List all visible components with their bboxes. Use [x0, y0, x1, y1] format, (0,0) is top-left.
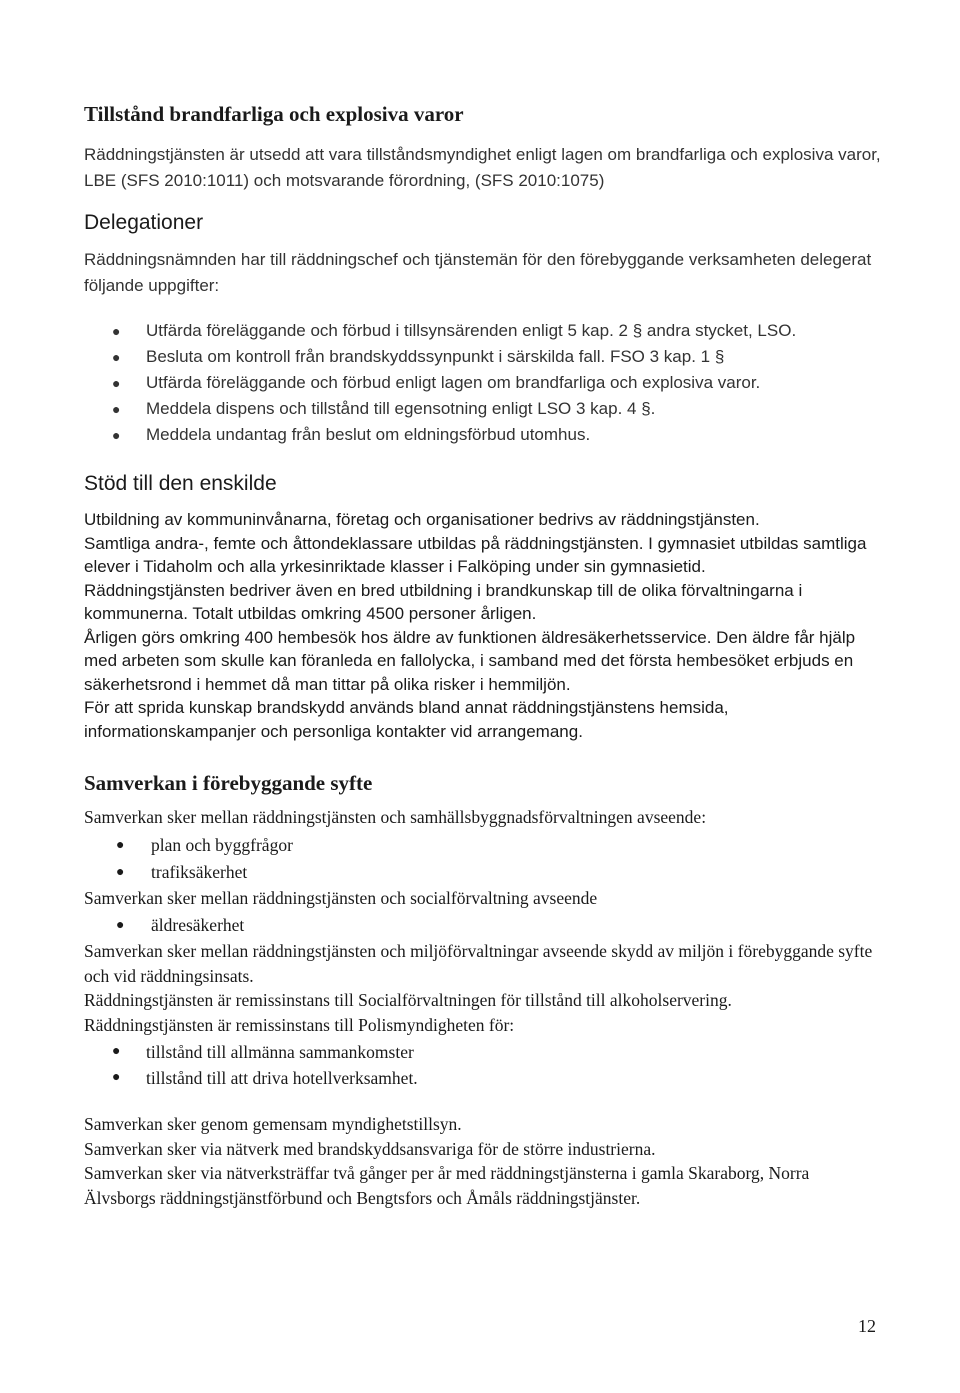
list-item: ● Utfärda föreläggande och förbud i tillsynsärenden enligt 5 kap. 2 § andra stycket, LSO.	[84, 318, 884, 344]
list-item: ● tillstånd till allmänna sammankomster	[84, 1039, 884, 1065]
heading-stod: Stöd till den enskilde	[84, 472, 277, 495]
samverkan-body	[84, 805, 884, 1210]
bullet-icon: ●	[112, 1044, 121, 1059]
bullet-icon: ●	[116, 837, 125, 853]
samverkan-list-2	[84, 912, 884, 939]
bullet-icon: ●	[112, 349, 121, 365]
list-item: ● Besluta om kontroll från brandskyddssynpunkt i särskilda fall. FSO 3 kap. 1 §	[84, 344, 884, 370]
bullet-icon: ●	[112, 1070, 121, 1085]
list-item: ● Meddela undantag från beslut om eldningsförbud utomhus.	[84, 422, 884, 448]
list-item: ● äldresäkerhet	[84, 912, 884, 939]
paragraph-delegationer: Räddningsnämnden har till räddningschef och tjänstemän för den förebyggande verksamheten delegerat följande uppgifter:	[84, 250, 872, 295]
samverkan-paragraph: Samverkan sker mellan räddningstjänsten och miljöförvaltningar avseende skydd av miljön i förebyggande syfte och vid räddningsinsats.	[84, 941, 873, 986]
stod-line: Årligen görs omkring 400 hembesök hos äldre av funktionen äldresäkerhetsservice. Den äldre får hjälp med arbeten som skulle kan föranleda en fallolycka, i samband med det första hembesöket erbjuds en säkerhetsrond i hemmet då man tittar på olika risker i hemmiljön.	[84, 627, 856, 694]
samverkan-paragraph: Samverkan sker mellan räddningstjänsten och socialförvaltning avseende	[84, 887, 598, 908]
bullet-icon: ●	[116, 864, 125, 880]
heading-samverkan: Samverkan i förebyggande syfte	[84, 771, 373, 795]
list-item: ● tillstånd till att driva hotellverksamhet.	[84, 1065, 884, 1091]
samverkan-paragraph: Räddningstjänsten är remissinstans till Polismyndigheten för:	[84, 1014, 515, 1035]
page-number: 12	[858, 1316, 876, 1336]
samverkan-paragraph: Samverkan sker via nätverksträffar två gånger per år med räddningstjänsterna i gamla Skaraborg, Norra Älvsborgs räddningstjänstförbund och Bengtsfors och Åmåls räddningstjänster.	[84, 1163, 810, 1208]
samverkan-paragraph: Samverkan sker mellan räddningstjänsten och samhällsbyggnadsförvaltningen avseende:	[84, 807, 707, 827]
list-item: ● Meddela dispens och tillstånd till egensotning enligt LSO 3 kap. 4 §.	[84, 396, 884, 422]
list-item: ● Utfärda föreläggande och förbud enligt lagen om brandfarliga och explosiva varor.	[84, 370, 884, 396]
list-item: ● plan och byggfrågor	[84, 832, 884, 859]
stod-line: För att sprida kunskap brandskydd används bland annat räddningstjänstens hemsida, informationskampanjer och personliga kontakter vid arrangemang.	[84, 698, 729, 741]
bullet-icon: ●	[112, 323, 121, 339]
list-item: ● trafiksäkerhet	[84, 859, 884, 886]
stod-line: Räddningstjänsten bedriver även en bred utbildning i brandkunskap till de olika förvaltningarna i kommunerna. Totalt utbildas omkring 4500 personer årligen.	[84, 580, 803, 623]
stod-body	[84, 508, 884, 743]
heading-tillstand: Tillstånd brandfarliga och explosiva varor	[84, 102, 464, 126]
samverkan-list-3	[84, 1039, 884, 1091]
heading-delegationer: Delegationer	[84, 211, 204, 234]
bullet-icon: ●	[112, 401, 121, 417]
stod-line: Samtliga andra-, femte och åttondeklassare utbildas på räddningstjänsten. I gymnasiet utbildas samtliga elever i Tidaholm och alla yrkesinriktade klasser i Falköping under sin gymnasietid.	[84, 533, 867, 576]
stod-line: Utbildning av kommuninvånarna, företag och organisationer bedrivs av räddningstjänsten.	[84, 510, 760, 529]
document-page	[84, 100, 884, 1210]
samverkan-paragraph: Räddningstjänsten är remissinstans till Socialförvaltningen för tillstånd till alkoholservering.	[84, 990, 732, 1010]
paragraph-tillstand: Räddningstjänsten är utsedd att vara tillståndsmyndighet enligt lagen om brandfarliga och explosiva varor, LBE (SFS 2010:1011) och motsvarande förordning, (SFS 2010:1075)	[84, 145, 881, 190]
bullet-icon: ●	[112, 375, 121, 391]
bullet-icon: ●	[116, 918, 125, 933]
bullet-icon: ●	[112, 427, 121, 443]
samverkan-list-1	[84, 832, 884, 886]
delegation-list	[84, 318, 884, 448]
samverkan-paragraph: Samverkan sker genom gemensam myndighetstillsyn.	[84, 1114, 462, 1134]
samverkan-paragraph: Samverkan sker via nätverk med brandskyddsansvariga för de större industrierna.	[84, 1138, 656, 1159]
